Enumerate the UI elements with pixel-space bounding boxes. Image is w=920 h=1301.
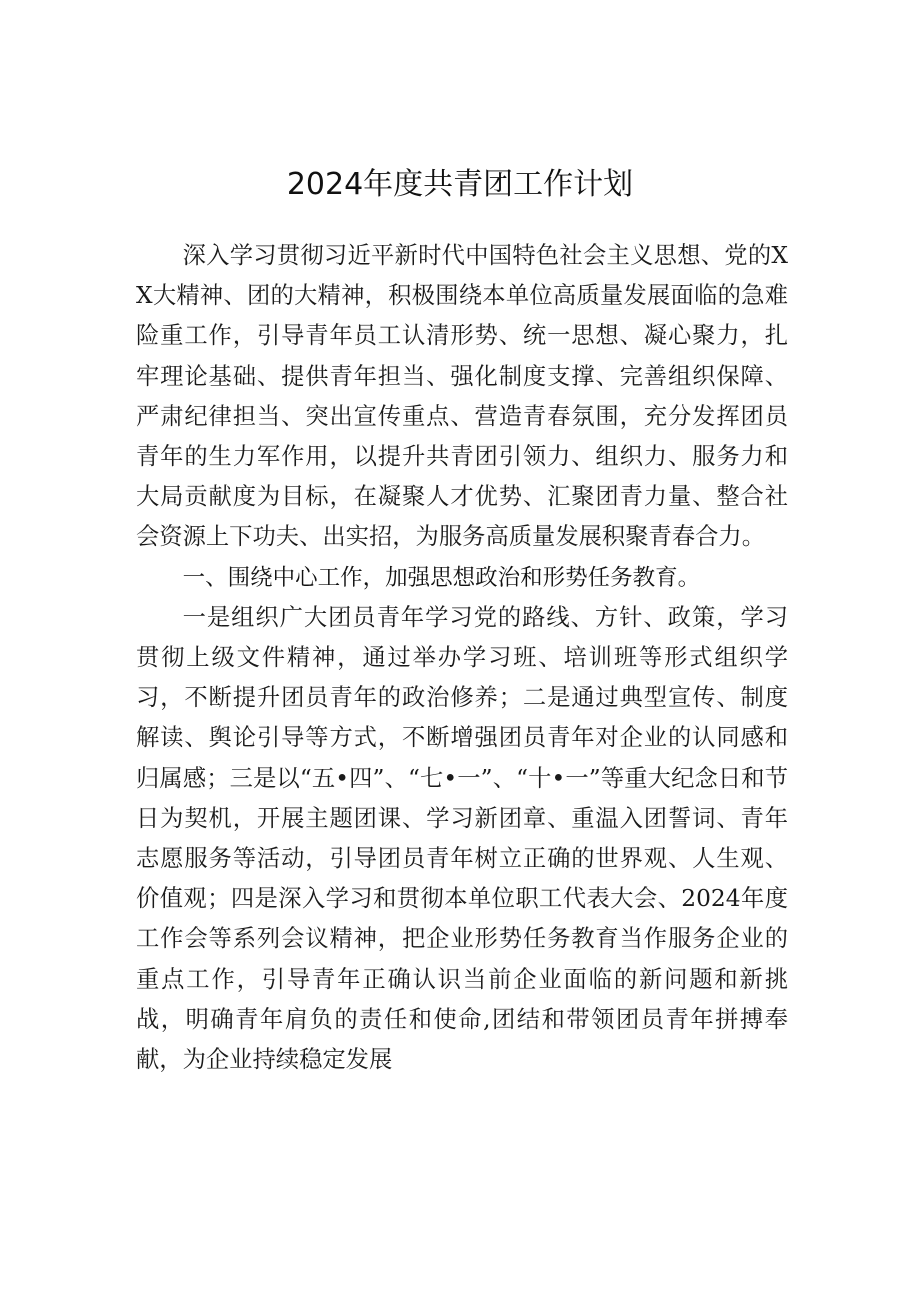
section-1-heading: 一、围绕中心工作，加强思想政治和形势任务教育。	[182, 564, 701, 591]
document-title: 2024年度共青团工作计划	[286, 167, 634, 202]
document-body	[136, 236, 788, 1080]
section-1-paragraph: 一是组织广大团员青年学习党的路线、方针、政策，学习贯彻上级文件精神，通过举办学习班、培训班等形式组织学习，不断提升团员青年的政治修养；二是通过典型宣传、制度解读、舆论引导等方式，不断增强团员青年对企业的认同感和归属感；三是以“五•四”、“七•一”、“十•一”等重大纪念日和节日为契机，开展主题团课、学习新团章、重温入团誓词、青年志愿服务等活动，引导团员青年树立正确的世界观、人生观、价值观；四是深入学习和贯彻本单位职工代表大会、2024年度工作会等系列会议精神，把企业形势任务教育当作服务企业的重点工作，引导青年正确认识当前企业面临的新问题和新挑战，明确青年肩负的责任和使命,团结和带领团员青年拼搏奉献，为企业持续稳定发展	[136, 603, 788, 1074]
intro-paragraph: 深入学习贯彻习近平新时代中国特色社会主义思想、党的XX大精神、团的大精神，积极围绕本单位高质量发展面临的急难险重工作，引导青年员工认清形势、统一思想、凝心聚力，扎牢理论基础、提供青年担当、强化制度支撑、完善组织保障、严肃纪律担当、突出宣传重点、营造青春氛围，充分发挥团员青年的生力军作用，以提升共青团引领力、组织力、服务力和大局贡献度为目标，在凝聚人才优势、汇聚团青力量、整合社会资源上下功夫、出实招，为服务高质量发展积聚青春合力。	[136, 242, 788, 551]
